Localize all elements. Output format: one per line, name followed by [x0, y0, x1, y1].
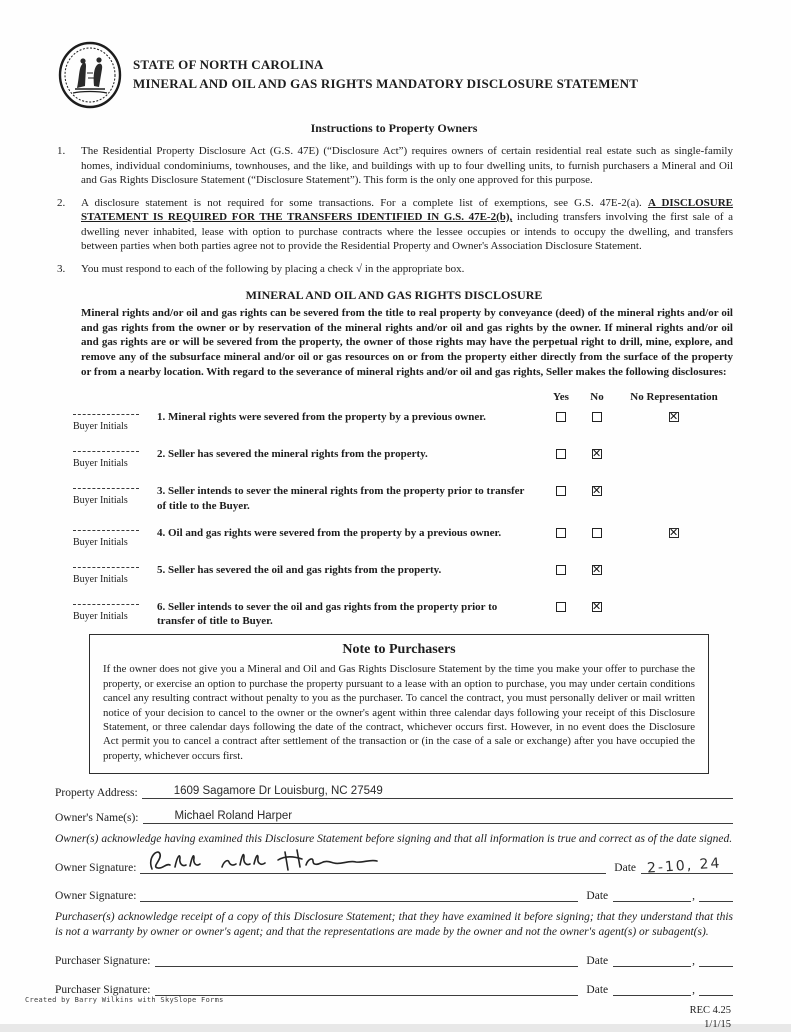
- buyer-initials-field[interactable]: [73, 484, 157, 508]
- property-address-field[interactable]: [142, 784, 733, 799]
- checkbox-yes[interactable]: [556, 565, 566, 575]
- buyer-initials-label: Buyer Initials: [73, 573, 128, 585]
- owner-signature-handwriting: [144, 845, 394, 877]
- property-address-label: Property Address:: [55, 786, 138, 799]
- date-label: Date: [586, 983, 609, 996]
- form-title: MINERAL AND OIL AND GAS RIGHTS MANDATORY DISCLOSURE STATEMENT: [133, 76, 639, 91]
- instruction-item-1: [55, 144, 733, 188]
- purchaser-signature-label: Purchaser Signature:: [55, 954, 151, 967]
- instruction-item-2: [55, 196, 733, 254]
- disclosure-table: [73, 391, 733, 628]
- item-number: 1.: [57, 145, 66, 157]
- buyer-initials-label: Buyer Initials: [73, 610, 128, 622]
- buyer-initials-field[interactable]: [73, 447, 157, 471]
- checkbox-no[interactable]: [592, 449, 602, 459]
- table-row: [73, 600, 733, 629]
- owner-signature-date-field[interactable]: [641, 855, 733, 877]
- buyer-initials-field[interactable]: [73, 600, 157, 624]
- year-field[interactable]: [699, 952, 733, 967]
- property-address-value: 1609 Sagamore Dr Louisburg, NC 27549: [173, 784, 383, 797]
- checkbox-no[interactable]: [592, 602, 602, 612]
- checkbox-no[interactable]: [592, 486, 602, 496]
- disclosure-heading: MINERAL AND OIL AND GAS RIGHTS DISCLOSURE: [245, 288, 543, 303]
- initials-line[interactable]: [73, 451, 139, 452]
- purchaser-signature-field[interactable]: [155, 952, 579, 967]
- buyer-initials-label: Buyer Initials: [73, 458, 128, 470]
- buyer-initials-label: Buyer Initials: [73, 536, 128, 548]
- owner-name-field[interactable]: [143, 809, 733, 824]
- purchaser-signature-label: Purchaser Signature:: [55, 983, 151, 996]
- table-row: [73, 526, 733, 550]
- col-header-no: No: [590, 391, 604, 404]
- checkbox-no-representation[interactable]: [669, 528, 679, 538]
- checkbox-yes[interactable]: [556, 528, 566, 538]
- table-row: [73, 563, 733, 587]
- instruction-text-2: [81, 196, 733, 254]
- checkbox-yes[interactable]: [556, 486, 566, 496]
- col-header-no-representation: No Representation: [630, 391, 718, 404]
- checkbox-yes[interactable]: [556, 602, 566, 612]
- initials-line[interactable]: [73, 488, 139, 489]
- instruction-text-3: You must respond to each of the following by placing a check √ in the appropriate box.: [81, 262, 465, 275]
- initials-line[interactable]: [73, 530, 139, 531]
- disclosure-item-text: 4. Oil and gas rights were severed from the property by a previous owner.: [157, 526, 502, 539]
- initials-line[interactable]: [73, 414, 139, 415]
- disclosure-item-text: 2. Seller has severed the mineral rights from the property.: [157, 448, 428, 461]
- form-revision-block: [55, 1004, 733, 1032]
- state-title: STATE OF NORTH CAROLINA: [133, 57, 324, 73]
- buyer-initials-field[interactable]: [73, 410, 157, 434]
- owner-name-label: Owner's Name(s):: [55, 811, 139, 824]
- item-number: 3.: [57, 262, 66, 275]
- checkbox-no-representation[interactable]: [669, 412, 679, 422]
- date-field[interactable]: [613, 887, 691, 902]
- initials-line[interactable]: [73, 604, 139, 605]
- disclosure-item-text: 5. Seller has severed the oil and gas rights from the property.: [157, 563, 442, 576]
- instruction-text-2c: including transfers involving the first sale of a dwelling never inhabited, lease with option to purchase contracts where the lessee occupies or intends to occupy the dwelling, and transfers between parties when both parties agree not to provide the Residential Property and Owner's Association Disclosure Statement.: [81, 211, 733, 253]
- note-title: Note to Purchasers: [342, 642, 456, 658]
- checkbox-yes[interactable]: [556, 449, 566, 459]
- year-field[interactable]: [699, 887, 733, 902]
- checkbox-no[interactable]: [592, 565, 602, 575]
- document-credit-footer: Created by Barry Wilkins with SkySlope Forms: [25, 996, 224, 1004]
- initials-line[interactable]: [73, 567, 139, 568]
- disclosure-item-text: 3. Seller intends to sever the mineral rights from the property prior to transfer of title to the Buyer.: [157, 485, 525, 512]
- owner-signature-field[interactable]: [140, 887, 578, 902]
- purchaser-signature-field[interactable]: [155, 981, 579, 996]
- table-row: [73, 410, 733, 434]
- instruction-text-2a: A disclosure statement is not required for some transactions. For a complete list of exemptions, see G.S. 47E-2(a).: [81, 196, 648, 209]
- instructions-heading: Instructions to Property Owners: [310, 121, 478, 135]
- date-comma: ,: [692, 954, 695, 967]
- table-row: [73, 447, 733, 471]
- disclosure-item-text: 6. Seller intends to sever the oil and gas rights from the property prior to transfer of title to Buyer.: [157, 600, 498, 628]
- date-label: Date: [586, 954, 609, 967]
- date-field[interactable]: [613, 952, 691, 967]
- owner-signature-field[interactable]: [140, 859, 606, 874]
- nc-state-seal-icon: [57, 40, 123, 110]
- buyer-initials-label: Buyer Initials: [73, 421, 128, 433]
- checkbox-no[interactable]: [592, 528, 602, 538]
- owner-acknowledgment-text: Owner(s) acknowledge having examined this Disclosure Statement before signing and that all information is true and correct as of the date signed.: [55, 832, 733, 845]
- form-number: REC 4.25: [689, 1004, 731, 1016]
- form-header: [57, 40, 733, 110]
- date-field[interactable]: [613, 981, 691, 996]
- date-comma: ,: [692, 889, 695, 902]
- note-body: If the owner does not give you a Mineral and Oil and Gas Rights Disclosure Statement by the time you make your offer to purchase the property, or exercise an option to purchase the property pursuant to a lease with an option to purchase, you may under certain conditions cancel any resulting contract without penalty to you as the purchaser. To cancel the contract, you must personally deliver or mail written notice of your decision to cancel to the owner or the owner's agent within three calendar days following your receipt of this Disclosure Statement, or three calendar days following the date of the contract, whichever occurs first. However, in no event does the Disclosure Act permit you to cancel a contract after settlement of the transaction or (in the case of a sale or exchange) after you have occupied the property, whichever occurs first.: [103, 663, 695, 762]
- item-number: 2.: [57, 196, 66, 209]
- disclosure-table-header: [73, 391, 733, 403]
- date-label: Date: [614, 861, 636, 874]
- col-header-yes: Yes: [553, 391, 569, 404]
- instruction-text-2b-emphasis: A DISCLOSURE STATEMENT IS REQUIRED FOR THE TRANSFERS IDENTIFIED IN G.S. 47E-2(b),: [81, 196, 734, 224]
- owner-name-value: Michael Roland Harper: [174, 809, 293, 822]
- owner-signature-label: Owner Signature:: [55, 889, 137, 902]
- form-revision-date: 1/1/15: [704, 1018, 731, 1030]
- buyer-initials-label: Buyer Initials: [73, 495, 128, 507]
- instruction-item-3: [55, 262, 733, 277]
- disclosure-item-text: 1. Mineral rights were severed from the property by a previous owner.: [157, 411, 486, 424]
- date-label: Date: [586, 889, 609, 902]
- owner-signature-label: Owner Signature:: [55, 861, 137, 874]
- note-to-purchasers-box: [89, 634, 709, 774]
- date-comma: ,: [692, 983, 695, 996]
- buyer-initials-field[interactable]: [73, 526, 157, 550]
- checkbox-no[interactable]: [592, 412, 602, 422]
- table-row: [73, 484, 733, 513]
- owner-signature-date-value: 2-10, 24: [646, 855, 722, 877]
- purchaser-acknowledgment-text: Purchaser(s) acknowledge receipt of a copy of this Disclosure Statement; that they have examined it before signing; that they understand that this is not a warranty by owner or owner's agent; and that the representations are made by the owner and not the owner's agent(s) or subagent(s).: [55, 910, 733, 938]
- checkbox-yes[interactable]: [556, 412, 566, 422]
- buyer-initials-field[interactable]: [73, 563, 157, 587]
- instruction-text-1: The Residential Property Disclosure Act (G.S. 47E) (“Disclosure Act”) requires owners of certain residential real estate such as single-family homes, individual condominiums, townhouses, and the like, and buildings with up to four dwelling units, to furnish purchasers a Mineral and Oil and Gas Rights Disclosure Statement (“Disclosure Statement”). This form is the only one approved for this purpose.: [81, 145, 733, 187]
- year-field[interactable]: [699, 981, 733, 996]
- disclosure-intro: Mineral rights and/or oil and gas rights can be severed from the title to real property by conveyance (deed) of the mineral rights and/or oil and gas rights from the owner or by reservation of the mineral rights and/or oil and gas rights by the owner. If mineral rights and/or oil and gas rights are or will be severed from the property, the owner of those rights may have the perpetual right to drill, mine, explore, and remove any of the subsurface mineral and/or oil or gas resources on or from the property either directly from the surface of the property or from a nearby location. With regard to the severance of mineral rights and/or oil and gas rights, Seller makes the following disclosures:: [81, 307, 733, 378]
